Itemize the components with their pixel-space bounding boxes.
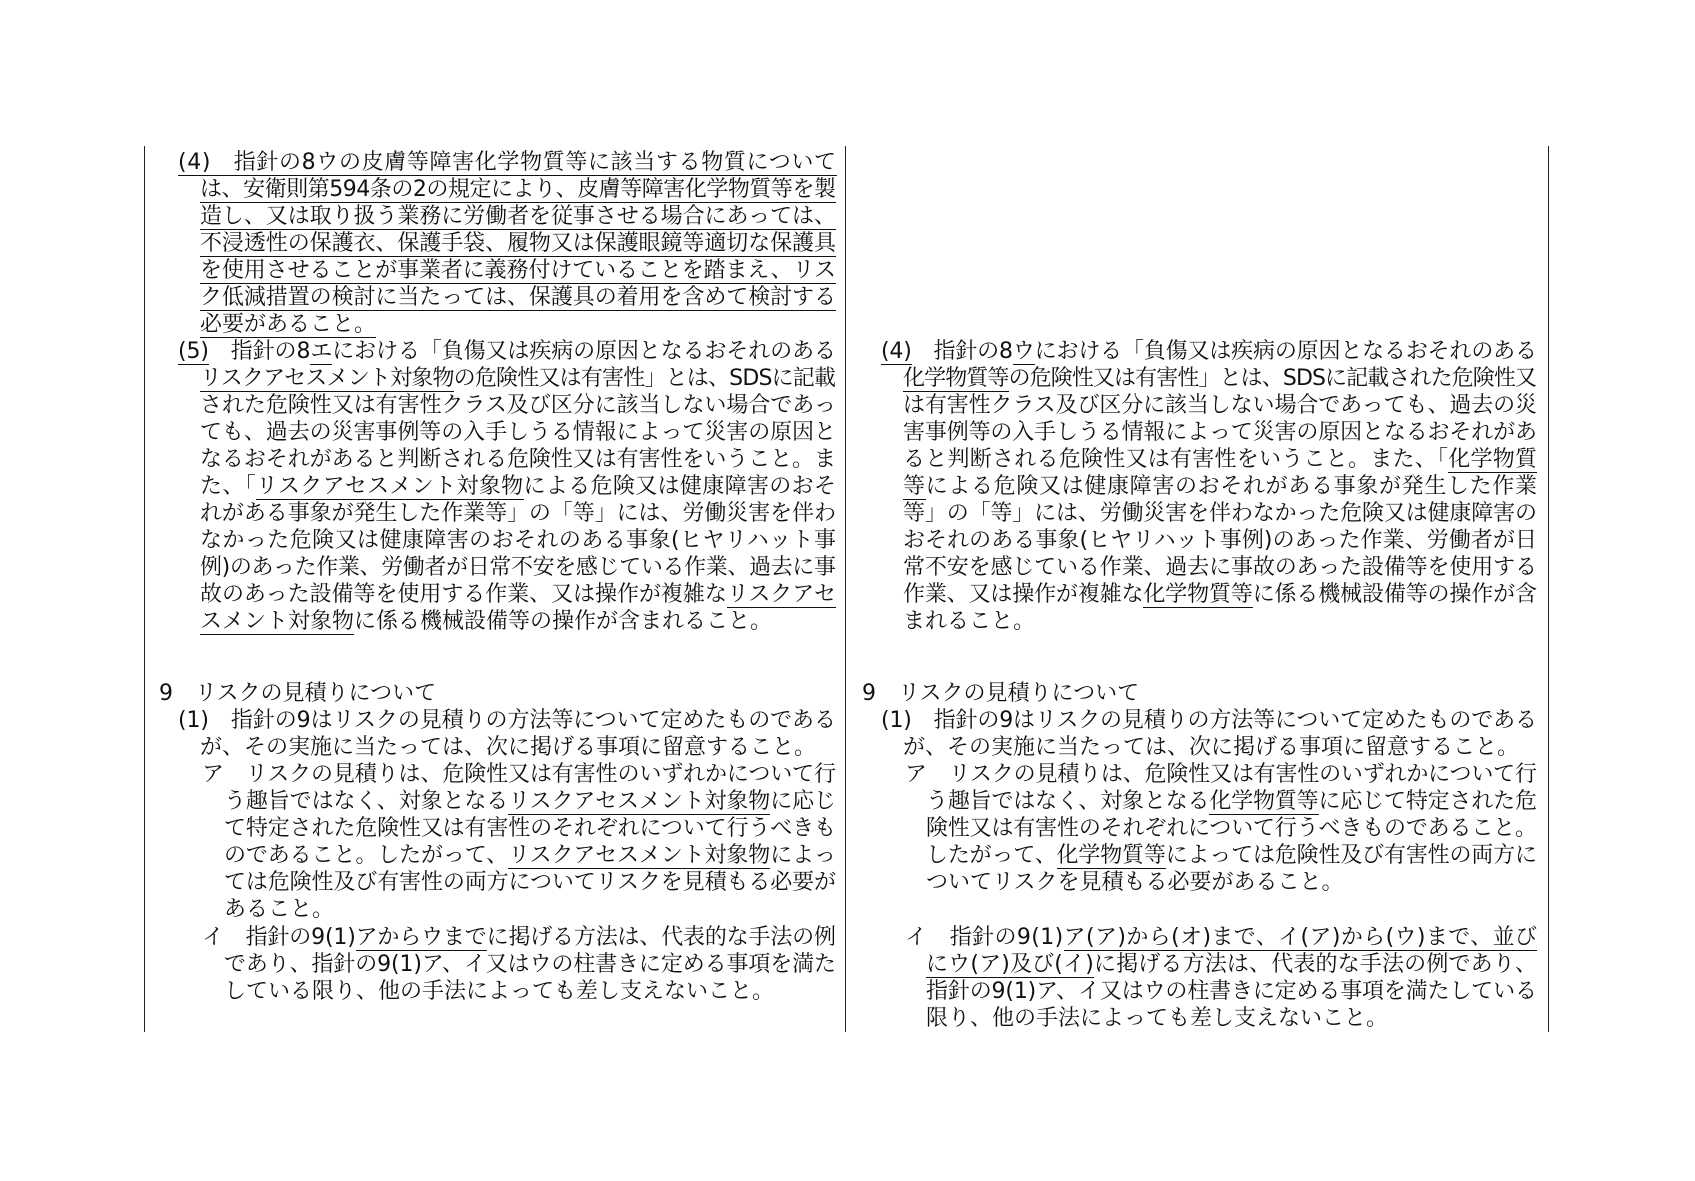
text-segment: 例)のあった作業、労働者が日常不安を感じている作業、過去に事	[200, 554, 836, 580]
text-segment: おそれのある事象(ヒヤリハット事例)のあった作業、労働者が日	[903, 527, 1538, 553]
text-segment: れがある事象が発生した作業等」の「等」には、労働災害を伴わ	[200, 500, 836, 526]
text-line	[224, 896, 836, 923]
text-line-content	[903, 419, 1537, 446]
text-line	[224, 978, 836, 1005]
underlined-text: ウ	[1012, 338, 1035, 364]
underlined-text: (5)	[178, 338, 209, 364]
text-line-content	[200, 554, 836, 581]
text-line	[926, 1005, 1537, 1032]
text-line	[903, 392, 1537, 419]
text-line-content	[159, 680, 436, 707]
text-line	[224, 842, 836, 869]
text-segment: している限り、他の手法によっても差し支えないこと。	[224, 978, 775, 1004]
text-line	[926, 869, 1537, 896]
underlined-text: 化学物質	[1448, 446, 1538, 472]
underlined-text: 化学物質等	[1143, 581, 1253, 607]
text-line-content	[200, 734, 816, 761]
text-line-content	[903, 554, 1537, 581]
text-line	[224, 869, 836, 896]
text-segment: された危険性又は有害性クラス及び区分に該当しない場合であっ	[200, 392, 836, 418]
text-line-content	[926, 951, 1537, 978]
text-segment: の危険性又は有害性」とは、SDSに記載された危険性又	[1008, 365, 1537, 391]
text-line-content	[200, 365, 835, 392]
text-segment: あること。	[224, 896, 335, 922]
text-segment: によっては危険性及び有害性の両方に	[1165, 842, 1537, 868]
text-segment: う趣旨ではなく、対象となる	[926, 788, 1210, 814]
text-segment: ついてリスクを見積もる必要があること。	[926, 869, 1344, 895]
underlined-text: リスクアセスメント対象物	[508, 842, 771, 868]
underlined-text: 造し、又は取り扱う業務に労働者を従事させる場合にあっては、	[200, 203, 836, 229]
text-line	[200, 446, 836, 473]
text-segment: に応じ	[770, 788, 836, 814]
text-line-content	[200, 446, 836, 473]
text-segment: に掲げる方法は、代表的な手法の例	[486, 924, 836, 950]
text-line-content	[224, 896, 334, 923]
underlined-text: (4) 指針の8ウの皮膚等障害化学物質等に該当する物質について	[178, 149, 837, 175]
text-line	[926, 815, 1537, 842]
text-line	[200, 203, 836, 230]
text-segment: は有害性クラス及び区分に該当しない場合であっても、過去の災	[903, 392, 1537, 418]
text-line-content	[200, 176, 836, 203]
text-line-content	[200, 203, 836, 230]
text-line	[200, 527, 836, 554]
text-line-content	[200, 311, 376, 338]
text-segment: 等」の「等」には、労働災害を伴わなかった危険又は健康障害の	[903, 500, 1537, 526]
text-line	[903, 473, 1537, 500]
text-line	[903, 419, 1537, 446]
underlined-text: 不浸透性の保護衣、保護手袋、履物又は保護眼鏡等適切な保護具	[200, 230, 836, 256]
text-segment: イ 指針の9(1)	[202, 924, 356, 950]
text-line	[178, 707, 836, 734]
text-line-content	[881, 338, 1537, 365]
text-line	[200, 608, 836, 635]
text-segment: に係る機械設備等の操作が含まれること。	[354, 608, 773, 634]
underlined-text: にウ(ア)及び(イ)	[926, 951, 1094, 977]
text-line-content	[200, 473, 836, 500]
underlined-text: 等	[903, 473, 926, 499]
underlined-text: リスクアセスメント対象物	[200, 365, 454, 391]
text-segment: による危険又は健康障害のおそ	[523, 473, 837, 499]
underlined-text: (4)	[881, 338, 912, 364]
text-line-content	[202, 761, 836, 788]
text-line	[178, 338, 836, 365]
text-line-content	[881, 707, 1537, 734]
text-line-content	[905, 761, 1537, 788]
text-segment: て特定された危険性又は有害性のそれぞれについて行うべきも	[224, 815, 836, 841]
underlined-text: ク低減措置の検討に当たっては、保護具の着用を含めて検討する	[200, 284, 836, 310]
text-line	[200, 230, 836, 257]
text-line	[903, 527, 1537, 554]
text-line	[926, 842, 1537, 869]
underlined-text: スメント対象物	[200, 608, 355, 634]
text-segment: う趣旨ではなく、対象となる	[224, 788, 509, 814]
text-line-content	[926, 1005, 1388, 1032]
text-segment: における「負傷又は疾病の原因となるおそれのある	[1034, 338, 1537, 364]
text-line-content	[224, 815, 836, 842]
underlined-text: エ	[310, 338, 333, 364]
text-segment: ては危険性及び有害性の両方についてリスクを見積もる必要が	[224, 869, 836, 895]
text-line	[881, 338, 1537, 365]
text-line	[903, 554, 1537, 581]
text-line-content	[224, 951, 836, 978]
text-line-content	[224, 788, 836, 815]
text-segment: 故のあった設備等を使用する作業、又は操作が複雑な	[200, 581, 727, 607]
table-border-right	[1548, 146, 1549, 1032]
text-segment: による危険又は健康障害のおそれがある事象が発生した作業	[925, 473, 1538, 499]
text-segment: 常不安を感じている作業、過去に事故のあった設備等を使用する	[903, 554, 1537, 580]
text-line	[200, 311, 836, 338]
text-line	[926, 978, 1537, 1005]
text-segment: イ 指針の9(1)	[905, 924, 1064, 950]
text-segment: た、「	[200, 473, 257, 499]
text-line	[224, 951, 836, 978]
text-line	[903, 608, 1537, 635]
text-segment: であり、指針の9(1)ア、イ又はウの柱書きに定める事項を満た	[224, 951, 836, 977]
text-line-content	[926, 815, 1537, 842]
text-line-content	[905, 924, 1537, 951]
text-line-content	[200, 230, 836, 257]
text-line	[224, 788, 836, 815]
text-line-content	[178, 338, 836, 365]
text-line	[200, 500, 836, 527]
text-line-content	[926, 788, 1537, 815]
text-line-content	[200, 608, 772, 635]
text-segment: によっ	[770, 842, 836, 868]
text-segment: (1) 指針の9はリスクの見積りの方法等について定めたものである	[881, 707, 1537, 733]
text-line	[200, 419, 836, 446]
underlined-text: は、安衛則第594条の2の規定により、皮膚等障害化学物質等を製	[200, 176, 836, 202]
text-segment: なかった危険又は健康障害のおそれのある事象(ヒヤリハット事	[200, 527, 837, 553]
text-line	[200, 581, 836, 608]
text-segment: における「負傷又は疾病の原因となるおそれのある	[332, 338, 836, 364]
text-segment: の危険性又は有害性」とは、SDSに記載	[453, 365, 836, 391]
text-line-content	[200, 392, 836, 419]
table-border-left	[144, 146, 145, 1032]
text-line	[903, 581, 1537, 608]
table-column-divider	[845, 146, 846, 1032]
text-line-content	[224, 978, 774, 1005]
text-line	[903, 365, 1537, 392]
text-line	[202, 924, 836, 951]
text-line-content	[926, 869, 1344, 896]
text-line-content	[200, 257, 836, 284]
text-segment: したがって、	[926, 842, 1057, 868]
text-line	[200, 257, 836, 284]
text-segment: なるおそれがあると判断される危険性又は有害性をいうこと。ま	[200, 446, 836, 472]
text-line-content	[903, 734, 1519, 761]
text-line	[903, 446, 1537, 473]
text-segment: 指針の8	[911, 338, 1013, 364]
text-segment: ア リスクの見積りは、危険性又は有害性のいずれかについて行	[905, 761, 1537, 787]
text-segment: (1) 指針の9はリスクの見積りの方法等について定めたものである	[178, 707, 836, 733]
text-line	[905, 924, 1537, 951]
text-line	[905, 761, 1537, 788]
text-line	[178, 149, 836, 176]
text-segment: 限り、他の手法によっても差し支えないこと。	[926, 1005, 1389, 1031]
section-heading	[159, 680, 836, 707]
text-line	[200, 176, 836, 203]
text-line-content	[903, 527, 1537, 554]
text-line-content	[903, 446, 1537, 473]
underlined-text: アからウまで	[355, 924, 487, 950]
text-line	[200, 554, 836, 581]
text-line	[200, 392, 836, 419]
text-line	[903, 734, 1537, 761]
text-segment: に掲げる方法は、代表的な手法の例であり、	[1093, 951, 1538, 977]
text-line-content	[200, 500, 836, 527]
text-line-content	[926, 842, 1537, 869]
text-line-content	[862, 680, 1139, 707]
text-line-content	[926, 978, 1537, 1005]
text-line	[224, 815, 836, 842]
text-segment: 作業、又は操作が複雑な	[903, 581, 1144, 607]
text-segment: 指針の9(1)ア、イ又はウの柱書きに定める事項を満たしている	[926, 978, 1537, 1004]
text-line-content	[903, 581, 1537, 608]
underlined-text: を使用させることが事業者に義務付けていることを踏まえ、リス	[200, 257, 836, 283]
underlined-text: リスクアセスメント対象物	[256, 473, 524, 499]
text-line-content	[903, 365, 1536, 392]
text-segment: まれること。	[903, 608, 1036, 634]
text-segment: が、その実施に当たっては、次に掲げる事項に留意すること。	[200, 734, 817, 760]
text-line-content	[200, 527, 836, 554]
text-line	[926, 788, 1537, 815]
text-line-content	[200, 419, 836, 446]
text-line	[881, 707, 1537, 734]
text-segment: のであること。したがって、	[224, 842, 509, 868]
text-segment: に係る機械設備等の操作が含	[1252, 581, 1537, 607]
text-line	[202, 761, 836, 788]
text-segment: ア リスクの見積りは、危険性又は有害性のいずれかについて行	[202, 761, 836, 787]
text-line	[903, 500, 1537, 527]
text-line	[200, 365, 836, 392]
text-line-content	[224, 842, 836, 869]
underlined-text: リスクアセスメント対象物	[508, 788, 771, 814]
text-line-content	[903, 473, 1538, 500]
text-line-content	[200, 284, 836, 311]
text-segment: 9 リスクの見積りについて	[862, 680, 1140, 706]
text-line	[200, 473, 836, 500]
underlined-text: ア(ア)から(オ)まで、イ(ア)から(ウ)まで、並び	[1063, 924, 1538, 950]
text-segment: が、その実施に当たっては、次に掲げる事項に留意すること。	[903, 734, 1520, 760]
underlined-text: リスクアセ	[726, 581, 836, 607]
text-line-content	[178, 707, 836, 734]
underlined-text: 化学物質等	[1209, 788, 1319, 814]
text-line-content	[903, 500, 1537, 527]
text-line	[200, 734, 836, 761]
text-line-content	[200, 581, 836, 608]
text-segment: に応じて特定された危	[1318, 788, 1537, 814]
text-segment: ても、過去の災害事例等の入手しうる情報によって災害の原因と	[200, 419, 836, 445]
text-line-content	[903, 608, 1035, 635]
text-segment: 指針の8	[208, 338, 311, 364]
text-line-content	[178, 149, 837, 176]
text-segment: 害事例等の入手しうる情報によって災害の原因となるおそれがあ	[903, 419, 1537, 445]
text-line-content	[903, 392, 1537, 419]
text-segment: 9 リスクの見積りについて	[159, 680, 437, 706]
text-line	[926, 951, 1537, 978]
text-line-content	[202, 924, 836, 951]
underlined-text: 化学物質等	[1056, 842, 1166, 868]
text-line	[200, 284, 836, 311]
underlined-text: 必要があること。	[200, 311, 377, 337]
text-segment: ると判断される危険性又は有害性をいうこと。また、「	[903, 446, 1449, 472]
text-segment: 険性又は有害性のそれぞれについて行うべきものであること。	[926, 815, 1537, 841]
text-line-content	[224, 869, 836, 896]
section-heading	[862, 680, 1537, 707]
underlined-text: 化学物質等	[903, 365, 1009, 391]
